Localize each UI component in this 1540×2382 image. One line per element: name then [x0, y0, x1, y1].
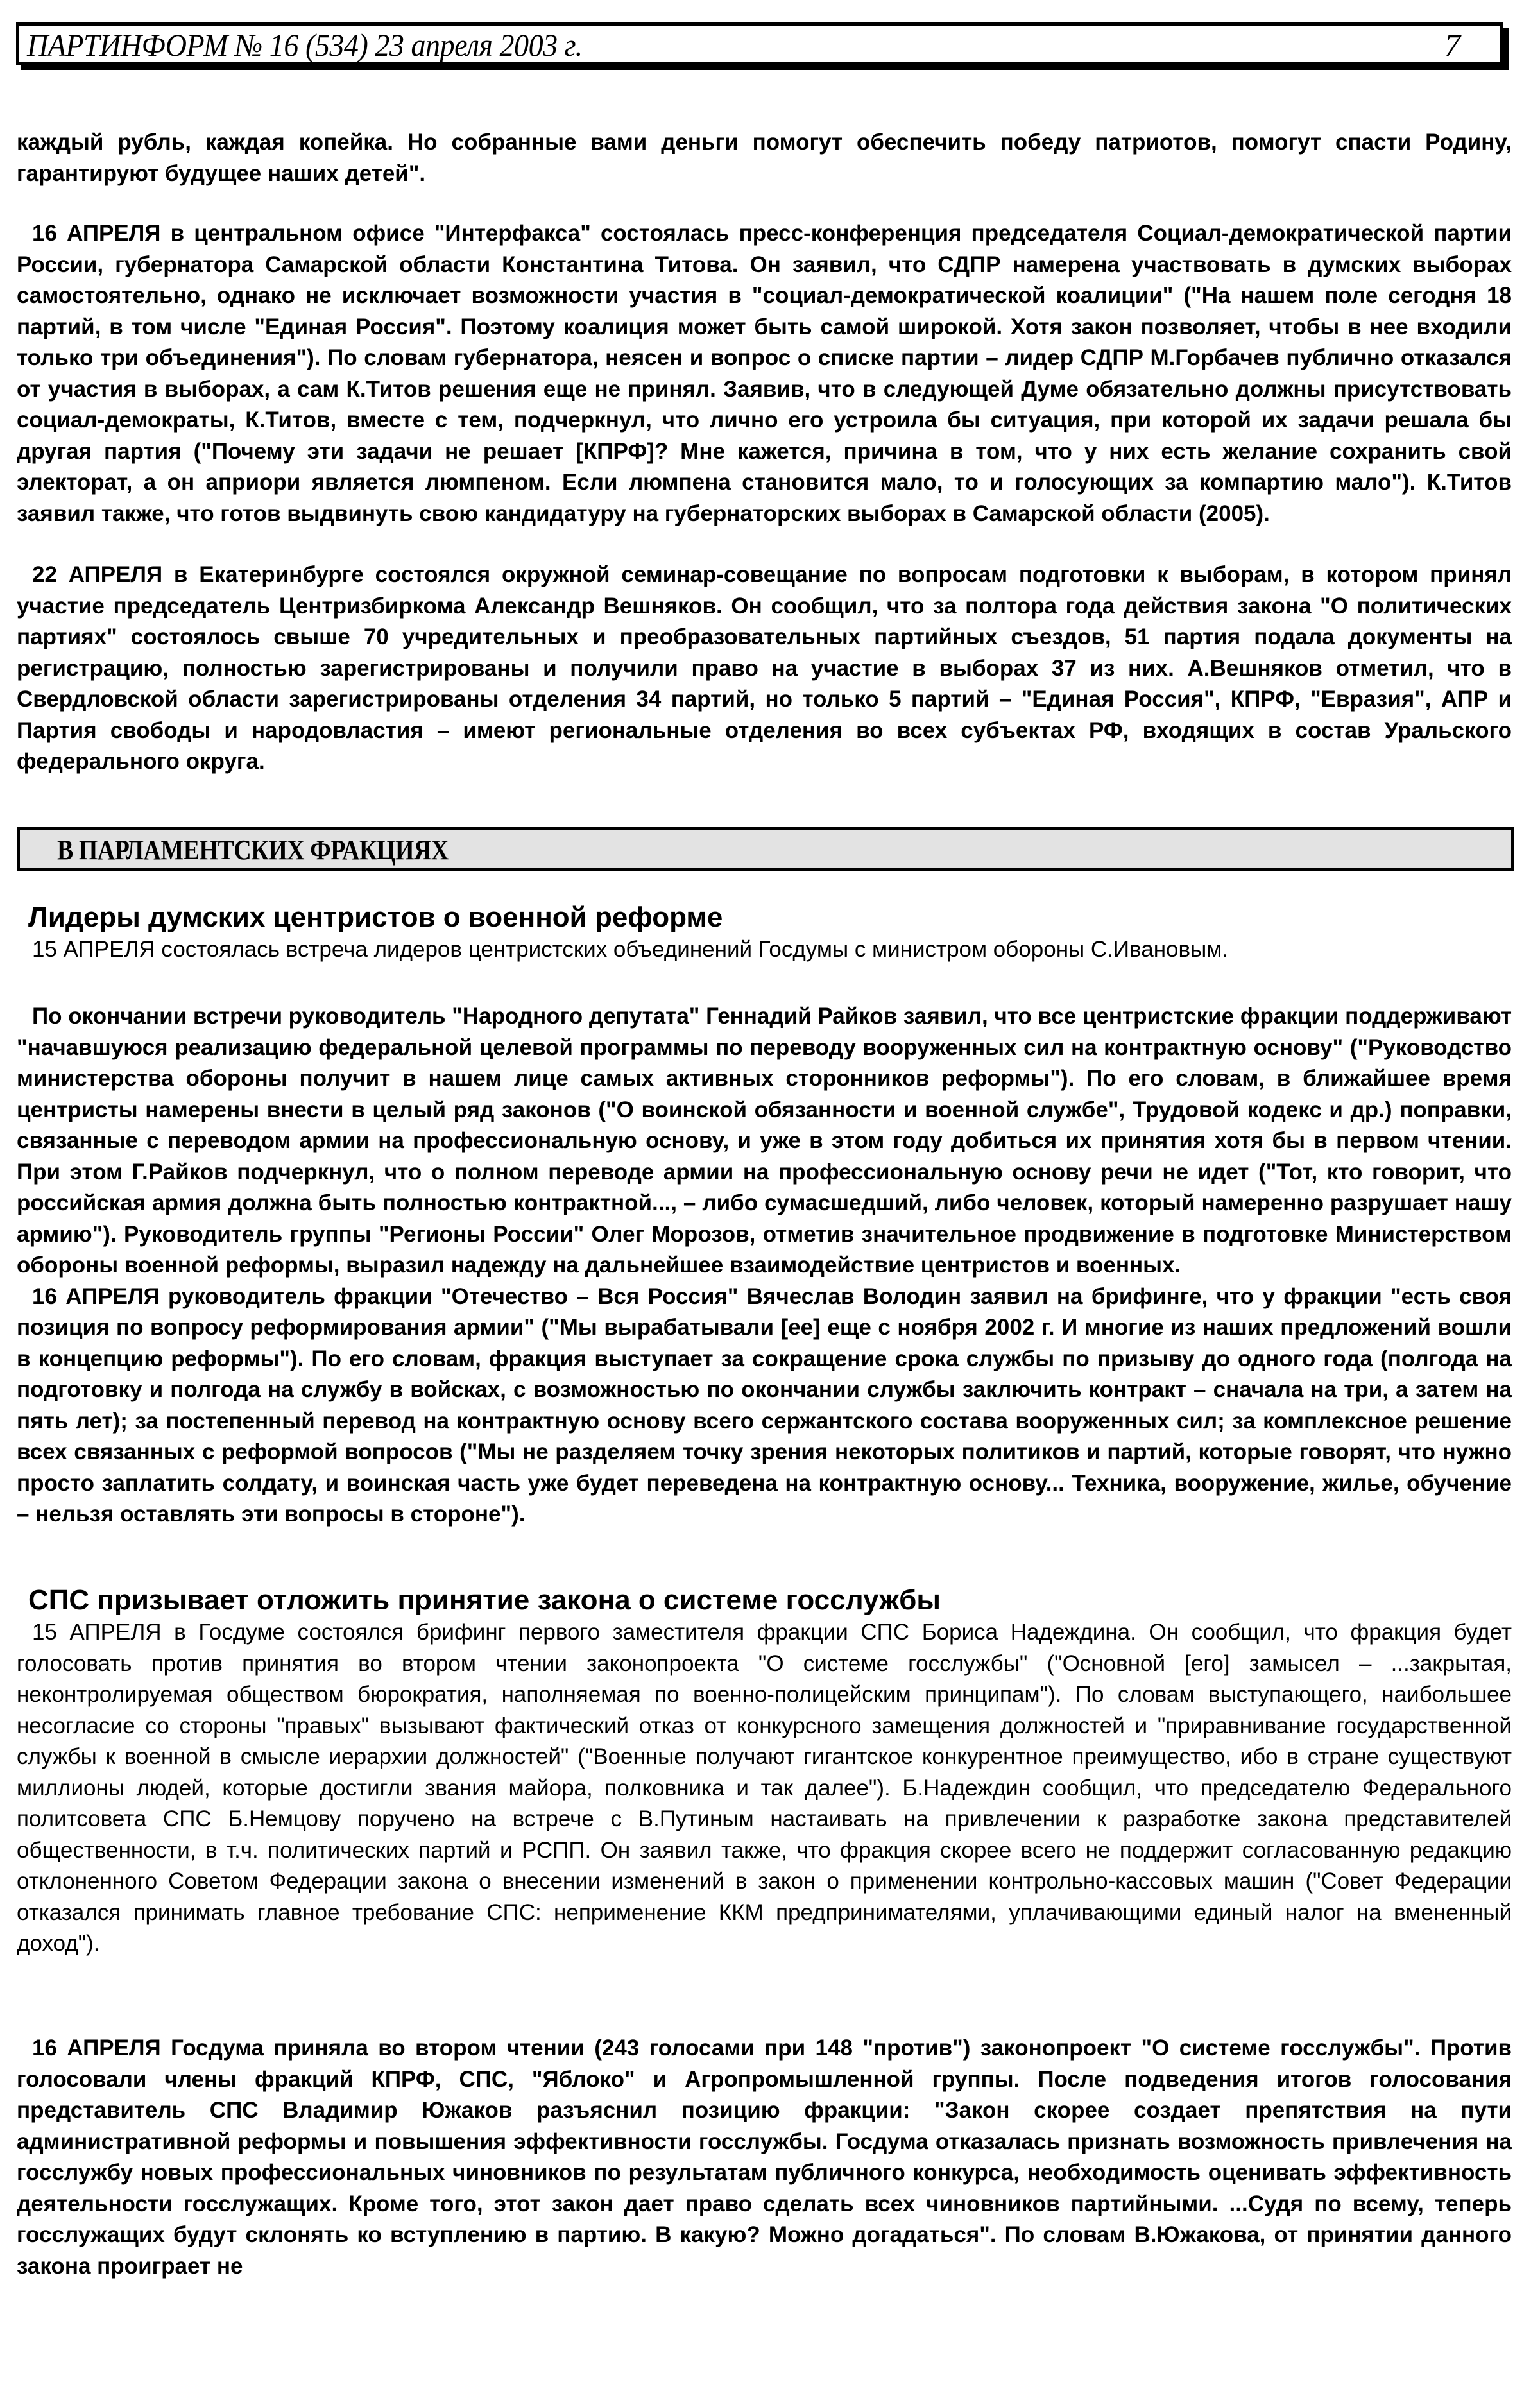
- article-body: [17, 1001, 1512, 1530]
- article-title: СПС призывает отложить принятие закона о системе госслужбы: [28, 1584, 941, 1616]
- running-header: [16, 22, 1503, 65]
- page-number: 7: [1444, 27, 1460, 63]
- article-paragraph: 16 АПРЕЛЯ Госдума приняла во втором чтении (243 голосами при 148 "против") законопроект "О системе госслужбы". Против голосовали члены фракций КПРФ, СПС, "Яблоко" и Агропромышленной группы. После подведения итогов голосования представитель СПС Владимир Южаков разъяснил позицию фракции: "Закон скорее создает препятствия на пути административной реформы и повышения эффективности госслужбы. Госдума отказалась признать возможность привлечения на госслужбу новых профессиональных чиновников по результатам публичного конкурса, необходимость оценивать эффективность деятельности госслужащих. Кроме того, этот закон дает право сделать всех чиновников партийными. ...Судя по всему, теперь госслужащих будут склонять ко вступлению в партию. В какую? Можно догадаться". По словам В.Южакова, от принятии данного закона проиграет не: [17, 2035, 1512, 2279]
- section-title: В ПАРЛАМЕНТСКИХ ФРАКЦИЯХ: [57, 834, 449, 866]
- continuation-text: каждый рубль, каждая копейка. Но собранные вами деньги помогут обеспечить победу патриотов, помогут спасти Родину, гарантируют будущее наших детей".: [17, 130, 1512, 186]
- article-title: Лидеры думских центристов о военной реформе: [28, 902, 723, 933]
- news-item-text: 22 АПРЕЛЯ в Екатеринбурге состоялся окружной семинар-совещание по вопросам подготовки к выборам, в котором принял участие председатель Центризбиркома Александр Вешняков. Он сообщил, что за полтора года действия закона "О политических партиях" состоялось свыше 70 учредительных и преобразовательных партийных съездов, 51 партия подала документы на регистрацию, полностью зарегистрированы и получили право на участие в выборах 37 из них. А.Вешняков отметил, что в Свердловской области зарегистрированы отделения 34 партий, но только 5 партий – "Единая Россия", КПРФ, "Евразия", АПР и Партия свободы и народовластия – имеют региональные отделения во всех субъектах РФ, входящих в состав Уральского федерального округа.: [17, 562, 1512, 774]
- article-lead: [17, 934, 1512, 966]
- article-lead-text: 15 АПРЕЛЯ состоялась встреча лидеров центристских объединений Госдумы с министром обороны С.Ивановым.: [32, 937, 1229, 962]
- news-item-text: 16 АПРЕЛЯ в центральном офисе "Интерфакса" состоялась пресс-конференция председателя Социал-демократической партии России, губернатора Самарской области Константина Титова. Он заявил, что СДПР намерена участвовать в думских выборах самостоятельно, однако не исключает возможности участия в "социал-демократической коалиции" ("На нашем поле сегодня 18 партий, в том числе "Единая Россия". Поэтому коалиция может быть самой широкой. Хотя закон позволяет, чтобы в нее входили только три объединения"). По словам губернатора, неясен и вопрос о списке партии – лидер СДПР М.Горбачев публично отказался от участия в выборах, а сам К.Титов решения еще не принял. Заявив, что в следующей Думе обязательно должны присутствовать социал-демократы, К.Титов, вместе с тем, подчеркнул, что лично его устроила бы ситуация, при которой их задачи решала бы другая партия ("Почему эти задачи не решает [КПРФ]? Мне кажется, причина в том, что у них есть желание сохранить свой электорат, а он априори является люмпеном. Если люмпена становится мало, то и голосующих за компартию мало"). К.Титов заявил также, что готов выдвинуть свою кандидатуру на губернаторских выборах в Самарской области (2005).: [17, 221, 1512, 526]
- article-paragraph: 16 АПРЕЛЯ руководитель фракции "Отечество – Вся Россия" Вячеслав Володин заявил на брифинге, что у фракции "есть своя позиция по вопросу реформирования армии" ("Мы вырабатывали [ее] еще с ноября 2002 г. И многие из наших предложений вошли в концепцию реформы"). По его словам, фракция выступает за сокращение срока службы по призыву до одного года (полгода на подготовку и полгода на службу в войсках, с возможностью по окончании службы заключить контракт – сначала на три, а затем на пять лет); за постепенный перевод на контрактную основу всего сержантского состава вооруженных сил; за комплексное решение всех связанных с реформой вопросов ("Мы не разделяем точку зрения некоторых политиков и партий, которые говорят, что нужно просто заплатить солдату, и воинская часть уже будет переведена на контрактную основу... Техника, вооружение, жилье, обучение – нельзя оставлять эти вопросы в стороне").: [17, 1283, 1512, 1527]
- publication-title: ПАРТИНФОРМ № 16 (534) 23 апреля 2003 г.: [27, 27, 583, 63]
- article-body: [17, 2033, 1512, 2282]
- article-lead-text: 15 АПРЕЛЯ в Госдуме состоялся брифинг первого заместителя фракции СПС Бориса Надеждина. Он сообщил, что фракция будет голосовать против принятия во втором чтении законопроекта "О системе госслужбы" ("Основной [его] замысел – ...закрытая, неконтролируемая обществом бюрократия, наполняемая по военно-полицейским принципам"). По словам выступающего, наибольшее несогласие со стороны "правых" вызывают фактический отказ от конкурсного замещения должностей и "приравнивание государственной службы к военной в смысле иерархии должностей" ("Военные получают гигантское конкурентное преимущество, ибо в стране существуют миллионы людей, которые достигли звания майора, полковника и так далее"). Б.Надеждин сообщил, что председателю Федерального политсовета СПС Б.Немцову поручено на встрече с В.Путиным настаивать на привлечении к разработке закона представителей общественности, в т.ч. политических партий и РСПП. Он заявил также, что фракция скорее всего не поддержит согласованную редакцию отклоненного Советом Федерации закона о внесении изменений в закон о применении контрольно-кассовых машин ("Совет Федерации отказался принимать главное требование СПС: неприменение ККМ предпринимателями, уплачивающими единый налог на вмененный доход").: [17, 1620, 1512, 1956]
- continuation-paragraph: [17, 127, 1512, 189]
- article-paragraph: По окончании встречи руководитель "Народного депутата" Геннадий Райков заявил, что все центристские фракции поддерживают "начавшуюся реализацию федеральной целевой программы по переводу вооруженных сил на контрактную основу" ("Руководство министерства обороны получит в нашем лице самых активных сторонников реформы"). По его словам, в ближайшее время центристы намерены внести в целый ряд законов ("О воинской обязанности и военной службе", Трудовой кодекс и др.) поправки, связанные с переводом армии на профессиональную основу, и уже в этом году добиться их принятия хотя бы в первом чтении. При этом Г.Райков подчеркнул, что о полном переводе армии на профессиональную основу речи не идет ("Тот, кто говорит, что российская армия должна быть полностью контрактной..., – либо сумасшедший, либо человек, который намеренно разрушает нашу армию"). Руководитель группы "Регионы России" Олег Морозов, отметив значительное продвижение в подготовке Министерством обороны военной реформы, выразил надежду на дальнейшее взаимодействие центристов и военных.: [17, 1004, 1512, 1278]
- section-banner: [17, 827, 1514, 871]
- article-lead: [17, 1617, 1512, 1960]
- news-item-veshnyakov: [17, 560, 1512, 778]
- news-item-titov: [17, 218, 1512, 529]
